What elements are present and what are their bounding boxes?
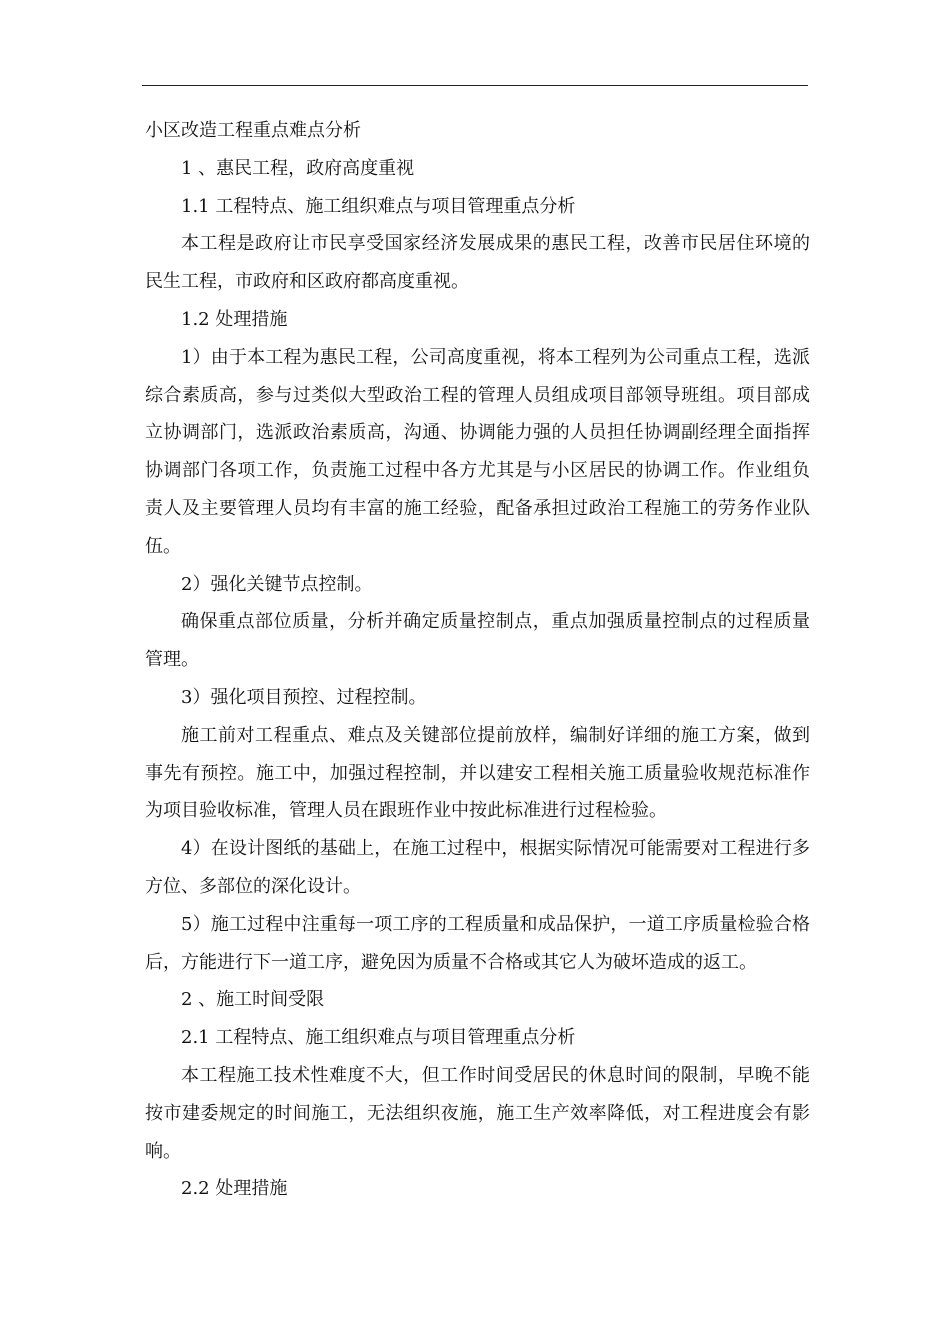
list-item: 2）强化关键节点控制。 [181, 573, 373, 595]
document-body [145, 112, 810, 1208]
body-paragraph: 施工前对工程重点、难点及关键部位提前放样，编制好详细的施工方案，做到事先有预控。施工中，加强过程控制，并以建安工程相关施工质量验收规范标准作为项目验收标准，管理人员在跟班作业中按此标准进行过程检验。 [145, 724, 810, 822]
subsection-heading: 2.1 工程特点、施工组织难点与项目管理重点分析 [181, 1027, 576, 1049]
document-title: 小区改造工程重点难点分析 [145, 120, 361, 141]
list-item: 5）施工过程中注重每一项工序的工程质量和成品保护，一道工序质量检验合格后，方能进行下一道工序，避免因为质量不合格或其它人为破坏造成的返工。 [145, 913, 810, 973]
subsection-heading: 1.2 处理措施 [181, 308, 288, 330]
subsection-heading: 1.1 工程特点、施工组织难点与项目管理重点分析 [181, 195, 576, 217]
body-paragraph: 本工程施工技术性难度不大，但工作时间受居民的休息时间的限制，早晚不能按市建委规定的时间施工，无法组织夜施，施工生产效率降低，对工程进度会有影响。 [145, 1064, 810, 1162]
body-paragraph: 本工程是政府让市民享受国家经济发展成果的惠民工程，改善市民居住环境的民生工程，市政府和区政府都高度重视。 [145, 233, 810, 293]
body-paragraph: 确保重点部位质量，分析并确定质量控制点，重点加强质量控制点的过程质量管理。 [145, 611, 810, 671]
section-heading: 2 、施工时间受限 [181, 989, 325, 1011]
header-rule [142, 85, 808, 86]
list-item: 3）强化项目预控、过程控制。 [181, 686, 427, 708]
section-heading: 1 、惠民工程，政府高度重视 [181, 157, 415, 179]
list-item: 4）在设计图纸的基础上，在施工过程中，根据实际情况可能需要对工程进行多方位、多部位的深化设计。 [145, 838, 810, 897]
list-item: 1）由于本工程为惠民工程，公司高度重视，将本工程列为公司重点工程，选派综合素质高，参与过类似大型政治工程的管理人员组成项目部领导班组。项目部成立协调部门，选派政治素质高，沟通、协调能力强的人员担任协调副经理全面指挥协调部门各项工作，负责施工过程中各方尤其是与小区居民的协调工作。作业组负责人及主要管理人员均有丰富的施工经验，配备承担过政治工程施工的劳务作业队伍。 [145, 346, 810, 557]
subsection-heading: 2.2 处理措施 [181, 1178, 288, 1200]
